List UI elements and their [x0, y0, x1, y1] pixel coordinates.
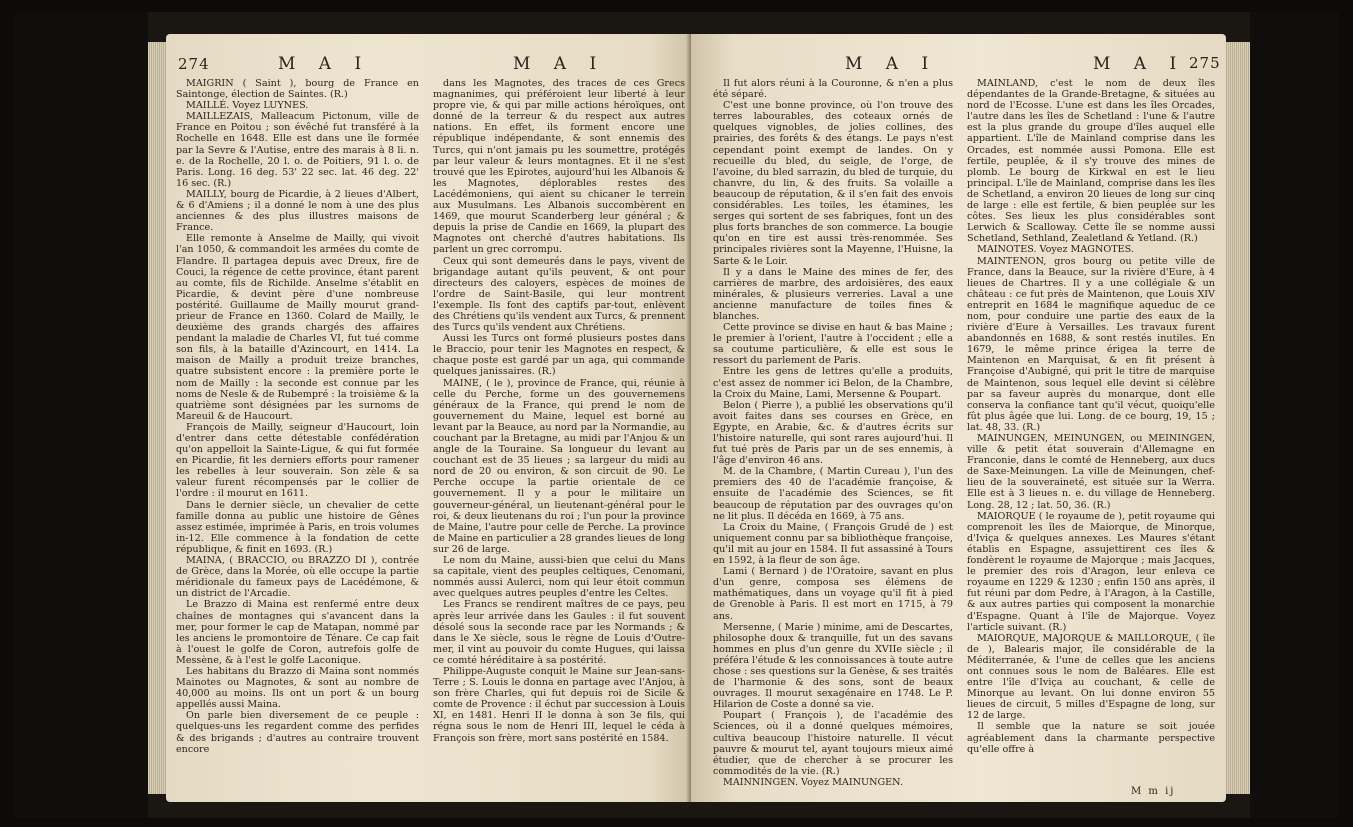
- paragraph: MAINLAND, c'est le nom de deux îles dépendantes de la Grande-Bretagne, & situées au nord de l'Ecosse. L'une est dans les îles Orcades, l'autre dans les îles de Schetland : l'une & l'autre est la plus grande du groupe d'îles auquel elle appartient. L'île de Mainland comprise dans les Orcades, est nommée aussi Pomona. Elle est fertile, peuplée, & il s'y trouve des mines de plomb. Le bourg de Kirkwal en est le lieu principal. L'île de Mainland, comprise dans les îles de Schetland, a environ 20 lieues de long sur cinq de large : elle est fertile, & bien peuplée sur les côtes. Ses lieux les plus considérables sont Lerwich & Scalloway. Cette île se nomme aussi Schetland, Sethland, Zealetland & Yetland. (R.): [967, 78, 1215, 245]
- page-edges-right: [1226, 42, 1250, 794]
- paragraph: MAILLY, bourg de Picardie, à 2 lieues d'Albert, & 6 d'Amiens ; il a donné le nom à une des plus anciennes & des plus illustres maisons de France.: [176, 188, 419, 234]
- paragraph: Mersenne, ( Marie ) minime, ami de Descartes, philosophe doux & tranquille, fut un des savans hommes en plus d'un genre du XVIIe siècle ; il préféra l'étude & les connoissances à toute autre chose : ses questions sur la Genèse, & ses traités de l'harmonie & des sons, sont de beaux ouvrages. Il mourut sexagénaire en 1748. Le P. Hilarion de Coste a donné sa vie.: [713, 621, 953, 711]
- running-head-right-2: M A I: [1093, 54, 1186, 74]
- paragraph: Les Francs se rendirent maîtres de ce pays, peu après leur arrivée dans les Gaules : il fut souvent désolé sous la seconde race par les Normands ; & dans le Xe siècle, sous le règne de Louis d'Outre-mer, il vint au pouvoir du comte Hugues, qui laissa ce comté héréditaire à sa postérité.: [433, 599, 685, 666]
- paragraph: La Croix du Maine, ( François Grudé de ) est uniquement connu par sa bibliothèque françoise, qu'il mit au jour en 1584. Il fut assassiné à Tours en 1592, à la fleur de son âge.: [713, 521, 953, 567]
- left-page-columns: [176, 78, 685, 790]
- paragraph: Dans le dernier siècle, un chevalier de cette famille donna au public une histoire de Gênes assez estimée, imprimée à Paris, en trois volumes in-12. Elle commence à la fondation de cette république, & finit en 1693. (R.): [176, 499, 419, 555]
- paragraph: M. de la Chambre, ( Martin Cureau ), l'un des premiers des 40 de l'académie françoise, & ensuite de l'académie des Sciences, se fit beaucoup de réputation par des ouvrages qu'on ne lit plus. Il décéda en 1669, à 75 ans.: [713, 466, 953, 522]
- paragraph: MAINOTES. Voyez MAGNOTES.: [977, 244, 1134, 256]
- paragraph: Aussi les Turcs ont formé plusieurs postes dans le Braccio, pour tenir les Magnotes en respect, & chaque poste est gardé par un aga, qui commande quelques janissaires. (R.): [433, 333, 685, 378]
- signature-mark: M m ij: [1131, 786, 1176, 797]
- paragraph: MAINTENON, gros bourg ou petite ville de France, dans la Beauce, sur la rivière d'Eure, à 4 lieues de Chartres. Il y a une collégiale & un château : ce fut près de Maintenon, que Louis XIV entreprit en 1684 le magnifique aqueduc de ce nom, pour conduire une partie des eaux de la rivière d'Eure à Versailles. Les travaux furent abandonnés en 1688, & sont restés inutiles. En 1679, le même prince érigea la terre de Maintenon en Marquisat, & en fit présent à Françoise d'Aubigné, qui prit le titre de marquise de Maintenon, sous lequel elle devint si célèbre par sa faveur auprès du monarque, dont elle conserva la confiance tant qu'il vécut, quoiqu'elle fût plus âgée que lui. Long. de ce bourg, 19, 15 ; lat. 48, 33. (R.): [967, 255, 1215, 433]
- paragraph: Poupart ( François ), de l'académie des Sciences, où il a donné quelques mémoires, cultiva beaucoup l'histoire naturelle. Il vécut pauvre & mourut tel, ayant toujours mieux aimé étudier, que de chercher à se procurer les commodités de la vie. (R.): [713, 710, 953, 777]
- right-column-2: [967, 78, 1215, 790]
- paragraph: Cette province se divise en haut & bas Maine ; le premier à l'orient, l'autre à l'occident ; elle a sa coutume particulière, & elle est sous le ressort du parlement de Paris.: [713, 322, 953, 367]
- paragraph: Belon ( Pierre ), a publié les observations qu'il avoit faites dans ses courses en Grèce, en Egypte, en Arabie, &c. & d'autres écrits sur l'histoire naturelle, qui sont rares aujourd'hui. Il fut tué près de Paris par un de ses ennemis, à l'âge d'environ 46 ans.: [713, 399, 953, 467]
- page-number-left: 274: [178, 55, 210, 73]
- paragraph: Lami ( Bernard ) de l'Oratoire, savant en plus d'un genre, composa ses élémens de mathématiques, dans un voyage qu'il fit à pied de Grenoble à Paris. Il est mort en 1715, à 79 ans.: [713, 566, 953, 622]
- paragraph: MAILLEZAIS, Malleacum Pictonum, ville de France en Poitou ; son évêché fut transféré à la Rochelle en 1648. Elle est dans une île formée par la Sevre & l'Autise, entre des marais à 8 li. n. e. de la Rochelle, 20 l. o. de Poitiers, 91 l. o. de Paris. Long. 16 deg. 53' 22 sec. lat. 46 deg. 22' 16 sec. (R.): [176, 111, 419, 189]
- paragraph: Le nom du Maine, aussi-bien que celui du Mans sa capitale, vient des peuples celtiques, Cenomani, nommés aussi Aulerci, nom qui leur étoit commun avec quelques autres peuples d'entre les Celtes.: [433, 555, 685, 600]
- paragraph: Entre les gens de lettres qu'elle a produits, c'est assez de nommer ici Belon, de la Chambre, la Croix du Maine, Lami, Mersenne & Poupart.: [713, 366, 953, 400]
- left-column-2: [433, 78, 685, 790]
- paragraph: Le Brazzo di Maina est renfermé entre deux chaînes de montagnes qui s'avancent dans la mer, pour former le cap de Matapan, nommé par les anciens le promontoire de Ténare. Ce cap fait à l'ouest le golfe de Coron, autrefois golfe de Messène, & à l'est le golfe Laconique.: [176, 599, 419, 666]
- paragraph: On parle bien diversement de ce peuple : quelques-uns les regardent comme des perfides & des brigands ; d'autres au contraire trouvent encore: [176, 710, 419, 755]
- right-page: [691, 34, 1226, 802]
- paragraph: Il fut alors réuni à la Couronne, & n'en a plus été séparé.: [713, 78, 953, 101]
- paragraph: MAIGRIN ( Saint ), bourg de France en Saintonge, élection de Saintes. (R.): [176, 78, 419, 101]
- paragraph: MAIORQUE, MAJORQUE & MAILLORQUE, ( île de ), Balearis major, île considérable de la Méditerranée, & l'une de celles que les anciens ont connues sous le nom de Baléares. Elle est entre l'île d'Iviça au couchant, & celle de Minorque au levant. On lui donne environ 55 lieues de circuit, 5 milles d'Espagne de long, sur 12 de large.: [967, 632, 1215, 722]
- right-page-header: [713, 54, 1221, 80]
- paragraph: Il semble que la nature se soit jouée agréablement dans la charmante perspective qu'elle offre à: [967, 721, 1215, 755]
- paragraph: C'est une bonne province, où l'on trouve des terres labourables, des coteaux ornés de quelques vignobles, de jolies collines, des prairies, des forêts & des étangs. Le pays n'est cependant point exempt de landes. On y recueille du bled, du seigle, de l'orge, de l'avoine, du bled sarrazin, du bled de turquie, du chanvre, du lin, & des fruits. Sa volaille a beaucoup de réputation, & il s'en fait des envois considérables. Les toiles, les étamines, les serges qui sortent de ses fabriques, font un des plus forts branches de son commerce. La bougie qu'on en tire est aussi très-renommée. Ses principales rivières sont la Mayenne, l'Huisne, la Sarte & le Loir.: [713, 100, 953, 267]
- page-number-right: 275: [1189, 54, 1221, 72]
- book-cover-right: [1250, 12, 1339, 818]
- left-page-header: [178, 54, 678, 80]
- left-page: [166, 34, 691, 802]
- paragraph: dans les Magnotes, des traces de ces Grecs magnanimes, qui préféroient leur liberté à leur propre vie, & qui par mille actions héroïques, ont donné de la terreur & du respect aux autres nations. En effet, ils forment encore une république indépendante, & sont ennemis des Turcs, qui n'ont jamais pu les soumettre, protégés par leur valeur & leurs montagnes. Et il ne s'est trouvé que les Epirotes, aujourd'hui les Albanois & les Magnotes, déplorables restes des Lacédémoniens, qui aient su chicaner le terrein aux Musulmans. Les Albanois succombèrent en 1469, que mourut Scanderberg leur général ; & depuis la prise de Candie en 1669, la plupart des Magnotes ont cherché d'autres habitations. Ils parlent un grec corrompu.: [433, 78, 685, 256]
- paragraph: MAILLÉ. Voyez LUYNES.: [186, 100, 309, 112]
- paragraph: MAINA, ( BRACCIO, ou BRAZZO DI ), contrée de Grèce, dans la Morée, où elle occupe la partie méridionale du fameux pays de Lacédémone, & un district de l'Arcadie.: [176, 555, 419, 600]
- paragraph: MAINNINGEN. Voyez MAINUNGEN.: [723, 776, 903, 788]
- paragraph: Ceux qui sont demeurés dans le pays, vivent de brigandage autant qu'ils peuvent, & ont pour directeurs des caloyers, espèces de moines de l'ordre de Saint-Basile, qui leur montrent l'exemple. Ils font des captifs par-tout, enlèvent des Chrétiens qu'ils vendent aux Turcs, & prennent des Turcs qu'ils vendent aux Chrétiens.: [433, 255, 685, 334]
- right-column-1: [713, 78, 953, 790]
- paragraph: Les habitans du Brazzo di Maina sont nommés Mainotes ou Magnotes, & sont au nombre de 40,000 au moins. Ils ont un port & un bourg appellés aussi Maina.: [176, 665, 419, 711]
- paragraph: Elle remonte à Anselme de Mailly, qui vivoit l'an 1050, & commandoit les armées du comte de Flandre. Il partagea depuis avec Dreux, fire de Couci, la régence de cette province, étant parent au comte, fils de Richilde. Anselme s'établit en Picardie, & devint père d'une nombreuse postérité. Guillaume de Mailly mourut grand-prieur de France en 1360. Colard de Mailly, le deuxième des grands chargés des affaires pendant la maladie de Charles VI, fut tué comme son fils, à la bataille d'Azincourt, en 1414. La maison de Mailly a produit treize branches, quatre subsistent encore : la première porte le nom de Mailly : la seconde est connue par les noms de Nesle & de Rubempré : la troisième & la quatrième sont désignées par les surnoms de Mareuil & de Haucourt.: [176, 233, 419, 422]
- book-cover-left: [14, 12, 148, 818]
- paragraph: Il y a dans le Maine des mines de fer, des carrières de marbre, des ardoisières, des eaux minérales, & plusieurs verreries. Laval a une ancienne manufacture de toiles fines & blanches.: [713, 266, 953, 322]
- running-head-left-1: M A I: [278, 54, 371, 74]
- book: [14, 12, 1339, 818]
- paragraph: Philippe-Auguste conquit le Maine sur Jean-sans-Terre ; S. Louis le donna en partage avec l'Anjou, à son frère Charles, qui fut depuis roi de Sicile & comte de Provence : il échut par succession à Louis XI, en 1481. Henri II le donna à son 3e fils, qui régna sous le nom de Henri III, lequel le céda à François son frère, mort sans postérité en 1584.: [433, 665, 685, 744]
- paragraph: François de Mailly, seigneur d'Haucourt, loin d'entrer dans cette détestable confédération qu'on appelloit la Sainte-Ligue, & qui fut formée en Picardie, fit les derniers efforts pour ramener les rebelles à leur souverain. Son zèle & sa valeur furent récompensés par le collier de l'ordre : il mourut en 1611.: [176, 421, 419, 500]
- running-head-left-2: M A I: [513, 54, 606, 74]
- left-column-1: [176, 78, 419, 790]
- running-head-right-1: M A I: [845, 54, 938, 74]
- page-edges-left: [148, 42, 166, 794]
- right-page-columns: [713, 78, 1215, 790]
- paragraph: MAINE, ( le ), province de France, qui, réunie à celle du Perche, forme un des gouvernemens généraux de la France, qui prend le nom de gouvernement du Maine, lequel est borné au levant par la Beauce, au nord par la Normandie, au couchant par la Bretagne, au midi par l'Anjou & un angle de la Touraine. Sa longueur du levant au couchant est de 35 lieues ; sa largeur du midi au nord de 20 ou environ, & son circuit de 90. Le Perche occupe la partie orientale de ce gouvernement. Il y a pour le militaire un gouverneur-général, un lieutenant-général pour le roi, & deux lieutenans du roi ; l'un pour la province de Maine, l'autre pour celle de Perche. La province de Maine en particulier a 28 grandes lieues de long sur 26 de large.: [433, 377, 685, 555]
- paragraph: MAINUNGEN, MEINUNGEN, ou MEININGEN, ville & petit état souverain d'Allemagne en Franconie, dans le comté de Henneberg, aux ducs de Saxe-Meinungen. La ville de Meinungen, chef-lieu de la souveraineté, est située sur la Werra. Elle est à 3 lieues n. e. du village de Henneberg. Long. 28, 12 ; lat. 50, 36. (R.): [967, 433, 1215, 511]
- paragraph: MAIORQUE ( le royaume de ), petit royaume qui comprenoit les îles de Maiorque, de Minorque, d'Iviça & quelques annexes. Les Maures s'étant établis en Espagne, assujettirent ces îles & fondèrent le royaume de Majorque ; mais Jacques, le premier des rois d'Aragon, leur enleva ce royaume en 1229 & 1230 ; enfin 150 ans après, il fut réuni par dom Pedre, à l'Aragon, à la Castille, & aux autres parties qui composent la monarchie d'Espagne. Quant à l'île de Majorque. Voyez l'article suivant. (R.): [967, 510, 1215, 633]
